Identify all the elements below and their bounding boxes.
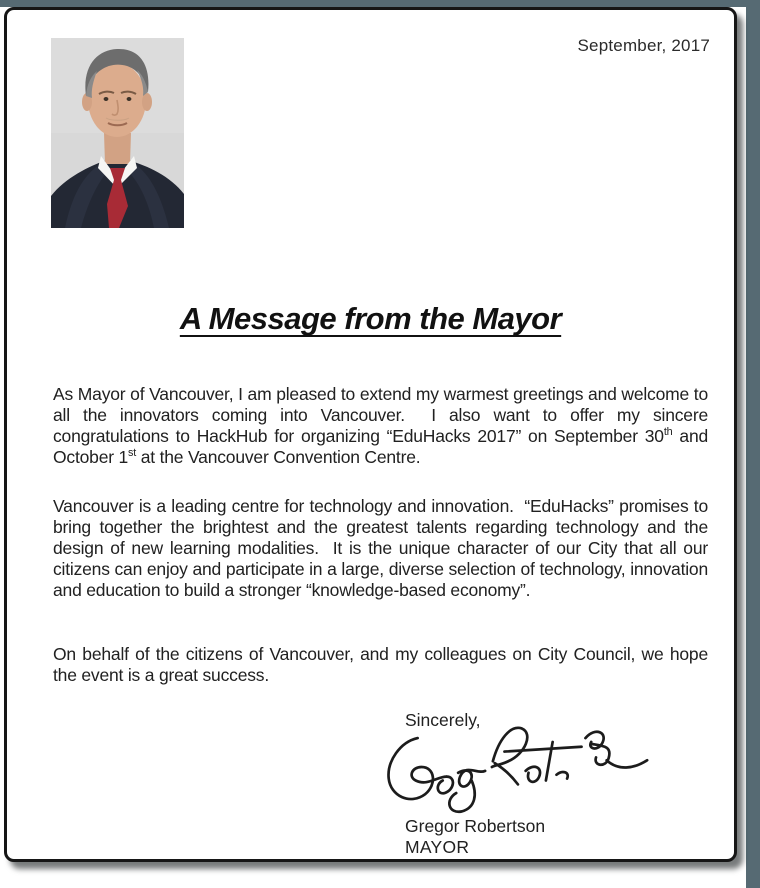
letter-page [4,7,737,862]
letter-title: A Message from the Mayor [179,301,562,336]
outer-background-right [746,0,760,888]
paragraph-greeting-text2: and October 1 [53,426,709,467]
paragraph-greeting-text: As Mayor of Vancouver, I am pleased to extend my warmest greetings and welcome to all the innovators coming into Vancouver. I also want to offer my sincere congratulations to HackHub for organizing “EduHacks 2017” on September 30 [53,384,708,446]
outer-background-top [0,0,760,7]
signer-title: MAYOR [405,837,470,857]
paragraph-greeting [53,384,708,468]
mayor-portrait-photo [51,38,184,228]
paragraph-wishes: On behalf of the citizens of Vancouver, and my colleagues on City Council, we hope the event is a great success. [53,644,708,685]
letter-date: September, 2017 [577,36,710,55]
ordinal-superscript-st: st [128,447,137,460]
paragraph-greeting-text3: at the Vancouver Convention Centre. [136,447,421,467]
signer-name: Gregor Robertson [405,816,546,836]
salutation: Sincerely, [405,710,481,730]
paragraph-innovation: Vancouver is a leading centre for technology and innovation. “EduHacks” promises to bring together the brightest and the greatest talents regarding technology and the design of new learning modalities. It is the unique character of our City that all our citizens can enjoy and participate in a large, diverse selection of technology, innovation and education to build a stronger “knowledge-based economy”. [53,496,708,600]
signature-image [381,716,651,819]
ordinal-superscript-th: th [663,426,673,439]
